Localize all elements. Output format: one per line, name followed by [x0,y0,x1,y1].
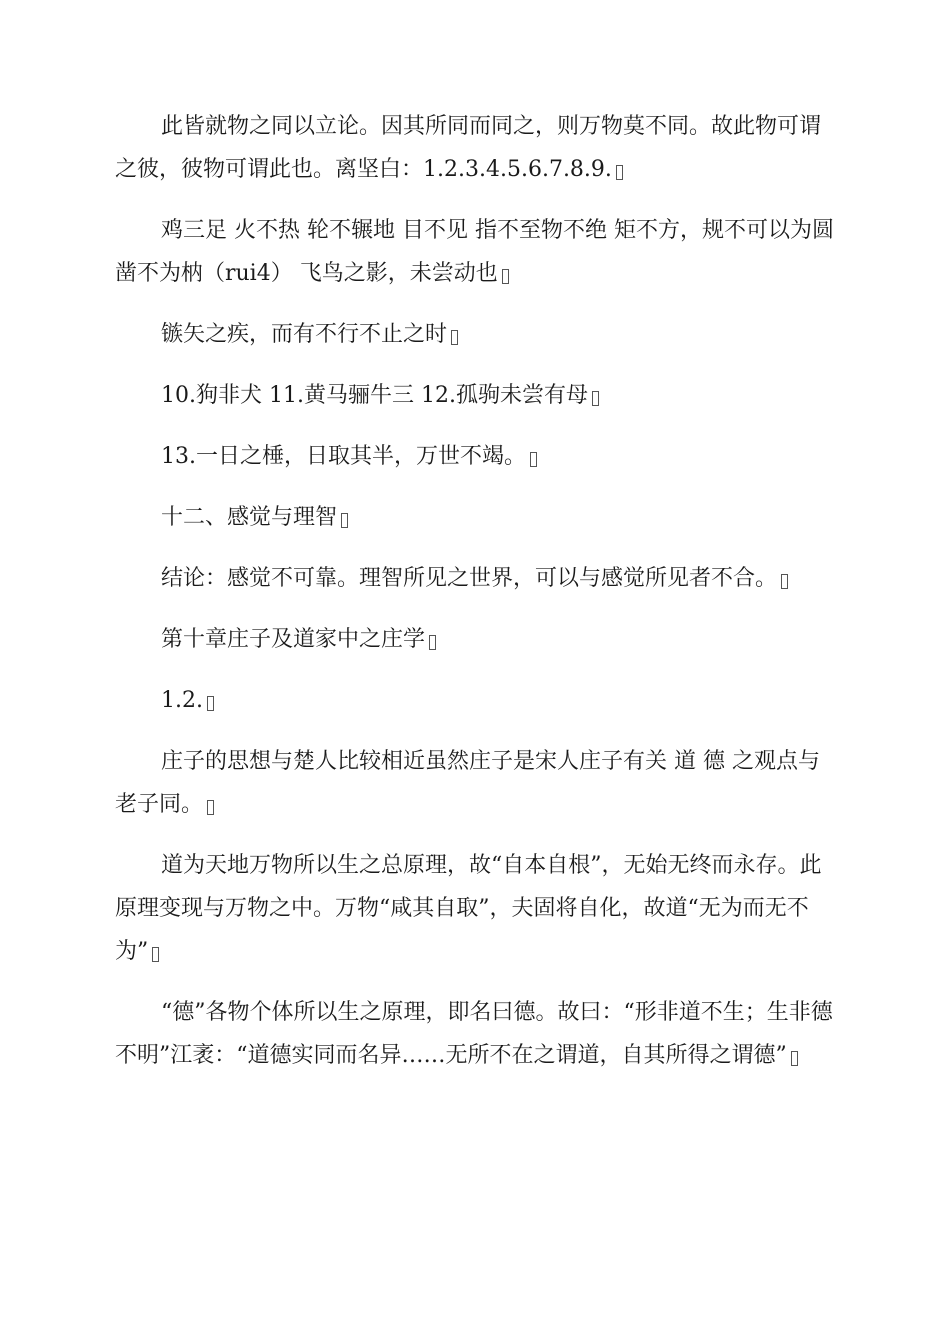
paragraph-end-mark-icon [530,452,537,467]
paragraph-end-mark-icon [451,330,458,345]
paragraph-zhuangzi: 庄子的思想与楚人比较相近虽然庄子是宋人庄子有关 道 德 之观点与老子同。 [115,749,820,817]
paragraph-numbering: 1.2. [115,679,837,722]
paragraph-end-mark-icon [592,391,599,406]
paragraph-conclusion: 结论：感觉不可靠。理智所见之世界，可以与感觉所见者不合。 [115,557,837,600]
chapter-heading-10: 第十章庄子及道家中之庄学 [115,618,837,661]
paragraph-dao: 道为天地万物所以生之总原理，故“自本自根”，无始无终而永存。此原理变现与万物之中。万物“咸其自取”，夫固将自化，故道“无为而无不为” [115,853,822,964]
paragraph-end-mark-icon [429,635,436,650]
paragraph-end-mark-icon [616,165,623,180]
section-heading-12: 十二、感觉与理智 [115,496,837,539]
paragraph-5: 13.一日之棰，日取其半，万世不竭。 [115,435,837,478]
paragraph-end-mark-icon [207,696,214,711]
paragraph-3: 镞矢之疾，而有不行不止之时 [115,313,837,356]
paragraph-1: 此皆就物之同以立论。因其所同而同之，则万物莫不同。故此物可谓之彼，彼物可谓此也。离坚白：1.2.3.4.5.6.7.8.9. [115,114,822,182]
paragraph-end-mark-icon [152,947,159,962]
paragraph-de: “德”各物个体所以生之原理，即名曰德。故曰：“形非道不生；生非德不明”江袤：“道德实同而名异……无所不在之谓道，自其所得之谓德” [115,1000,833,1068]
paragraph-end-mark-icon [502,269,509,284]
paragraph-end-mark-icon [791,1051,798,1066]
paragraph-2: 鸡三足 火不热 轮不辗地 目不见 指不至物不绝 矩不方，规不可以为圆 凿不为枘（rui4） 飞鸟之影，未尝动也 [115,218,841,286]
paragraph-end-mark-icon [781,574,788,589]
body-text [115,105,841,1095]
paragraph-end-mark-icon [207,800,214,815]
paragraph-4: 10.狗非犬 11.黄马骊牛三 12.孤驹未尝有母 [115,374,837,417]
paragraph-end-mark-icon [341,513,348,528]
